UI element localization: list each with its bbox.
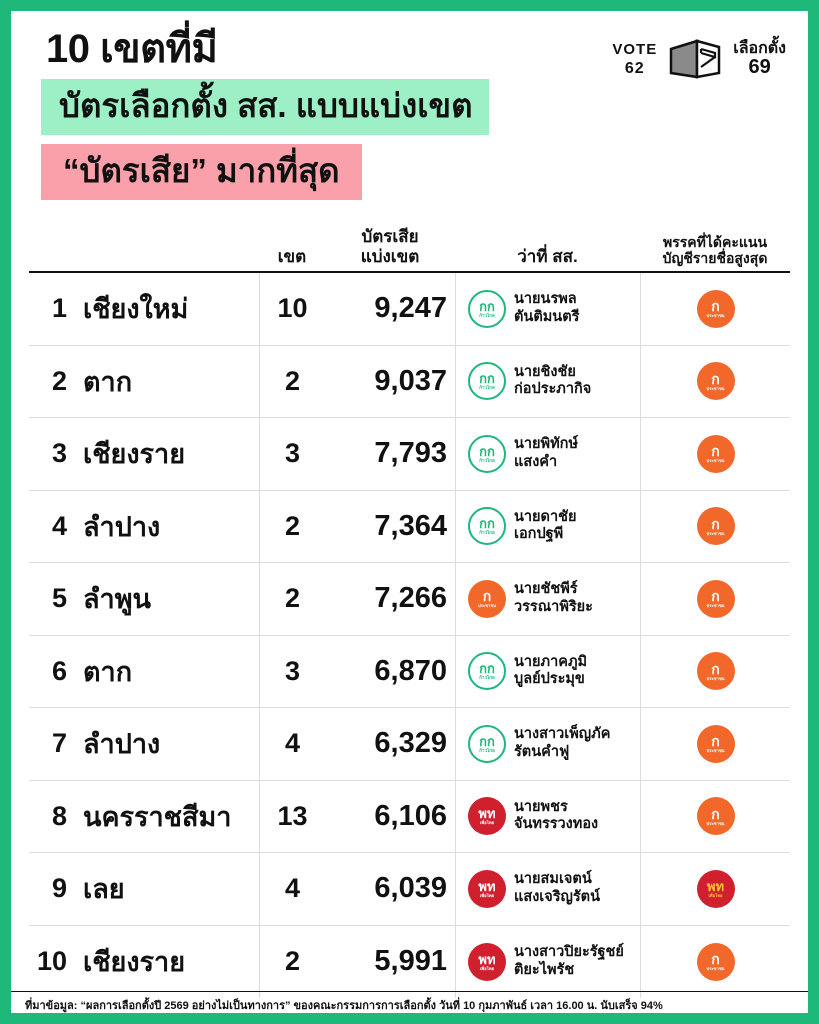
top-party-initials: ก (711, 660, 720, 677)
party-logo-icon (468, 725, 506, 763)
top-party-initials: ก (711, 443, 720, 460)
mp-name-line2: รัตนคำฟู (514, 743, 570, 760)
party-logo-initials: พท (478, 878, 496, 894)
bad-ballots-value: 5,991 (374, 945, 447, 978)
party-logo-initials: พท (478, 806, 496, 822)
mp-name (514, 944, 624, 979)
table-row (29, 708, 790, 781)
mp-name (514, 291, 579, 326)
mp-cell (455, 636, 640, 708)
party-logo-initials: กก (479, 733, 495, 749)
top-party-cell (640, 346, 790, 418)
bad-ballots-value: 6,870 (374, 654, 447, 687)
vote62-number: 62 (624, 60, 645, 77)
top-party-name: ประชาชน (706, 385, 725, 391)
party-logo-icon (468, 507, 506, 545)
top-party-cell (640, 853, 790, 925)
mp-name-line1: นายภาคภูมิ (514, 653, 588, 670)
province-value: ตาก (83, 656, 133, 687)
mp-name-line1: นายสมเจตน์ (514, 871, 592, 888)
party-logo-name: ก้าวไกล (479, 675, 495, 680)
top-party-logo-icon (697, 435, 735, 473)
zone-value: 3 (259, 418, 325, 490)
party-logo-initials: กก (479, 443, 495, 459)
party-logo-name: ประชาชน (477, 603, 497, 609)
top-party-initials: ก (711, 370, 720, 387)
mp-name-line2: ก่อประภากิจ (514, 381, 592, 398)
column-header-mp: ว่าที่ สส. (517, 246, 578, 266)
party-logo-icon (468, 580, 506, 618)
party-logo-name: ก้าวไกล (479, 747, 495, 753)
mp-cell (455, 273, 640, 345)
top-party-name: ประชาชน (706, 820, 725, 826)
table-header-row (29, 211, 790, 273)
rank-value: 7 (51, 728, 67, 759)
mp-name-line1: นายพชร (514, 798, 568, 815)
mp-cell (455, 708, 640, 780)
vote62-logo (612, 42, 657, 77)
province-value: เลย (83, 874, 125, 905)
province-value: ลำพูน (83, 584, 151, 615)
mp-name-line2: จันทรรวงทอง (514, 816, 599, 833)
vote62-word: VOTE (612, 41, 658, 58)
mp-name-line2: บูลย์ประมุข (514, 671, 585, 688)
party-logo-name: เพื่อไทย (479, 820, 495, 826)
zone-value: 2 (259, 926, 325, 999)
mp-name-line2: ตันติมนตรี (514, 308, 580, 325)
bad-ballots-value: 7,364 (374, 509, 447, 542)
mp-cell (455, 853, 640, 925)
mp-name (514, 364, 591, 399)
bad-ballots-value: 9,247 (374, 292, 447, 325)
top-party-logo-icon (697, 725, 735, 763)
top-party-name: ประชาชน (706, 748, 725, 754)
top-party-logo-icon (697, 870, 735, 908)
title-highlight-green: บัตรเลือกตั้ง สส. แบบแบ่งเขต (41, 79, 489, 135)
province-value: เชียงราย (83, 439, 186, 470)
party-logo-icon (468, 943, 506, 981)
province-value: เชียงราย (83, 947, 186, 978)
table-row (29, 491, 790, 564)
mp-name-line1: นางสาวปิยะรัฐชย์ (514, 944, 624, 961)
party-logo-icon (468, 870, 506, 908)
top-party-cell (640, 926, 790, 999)
mp-cell (455, 781, 640, 853)
top-party-name: ประชาชน (706, 530, 725, 536)
column-header-bad-ballots-line2: แบ่งเขต (360, 246, 420, 266)
bad-ballots-value: 6,039 (374, 872, 447, 905)
mp-name-line1: นางสาวเพ็ญภัค (514, 726, 611, 743)
province-value: ลำปาง (83, 729, 161, 760)
infographic-canvas (11, 11, 808, 1013)
top-party-name: ประชาชน (706, 313, 725, 319)
rank-value: 6 (51, 655, 67, 686)
party-logo-name: ก้าวไกล (479, 312, 495, 318)
top-party-initials: ก (711, 298, 720, 315)
zone-value: 2 (259, 563, 325, 635)
province-value: นครราชสีมา (83, 801, 232, 832)
rank-value: 5 (51, 583, 67, 614)
top-party-cell (640, 708, 790, 780)
party-logo-name: เพื่อไทย (479, 965, 495, 971)
zone-value: 2 (259, 491, 325, 563)
election-label-number: 69 (748, 56, 771, 79)
party-logo-initials: กก (479, 298, 495, 314)
mp-name (514, 654, 587, 689)
top-party-cell (640, 418, 790, 490)
mp-cell (455, 418, 640, 490)
column-header-province (69, 267, 259, 271)
column-header-bad-ballots (325, 227, 455, 271)
party-logo-icon (468, 797, 506, 835)
rank-value: 9 (51, 873, 67, 904)
source-note: ที่มาข้อมูล: “ผลการเลือกตั้งปี 2569 อย่างไม่เป็นทางการ” ของคณะกรรมการการเลือกตั้ง วันที่ 10 กุมภาพันธ์ เวลา 16.00 น. นับเสร็จ 94% (11, 991, 808, 1013)
province-value: เชียงใหม่ (83, 294, 189, 325)
top-party-initials: ก (711, 588, 720, 605)
party-logo-initials: พท (478, 951, 496, 967)
table-row (29, 636, 790, 709)
top-party-cell (640, 273, 790, 345)
mp-name-line2: วรรณาพิริยะ (514, 598, 593, 615)
party-logo-name: ก้าวไกล (479, 530, 495, 535)
bad-ballots-value: 6,329 (374, 727, 447, 760)
header (11, 11, 808, 211)
top-party-cell (640, 636, 790, 708)
table-row (29, 346, 790, 419)
party-logo-name: ก้าวไกล (479, 457, 495, 463)
mp-name-line2: แสงคำ (514, 453, 558, 470)
top-party-name: ประชาชน (706, 675, 725, 681)
election-label (733, 41, 786, 79)
top-party-initials: พท (706, 878, 725, 894)
column-header-zone: เขต (277, 246, 307, 266)
party-logo-icon (468, 435, 506, 473)
top-party-name: ประชาชน (706, 603, 725, 609)
page-title: 10 เขตที่มี (46, 27, 218, 71)
mp-name-line2: เอกปฐพี (514, 526, 564, 543)
zone-value: 10 (259, 273, 325, 345)
logo-cluster (612, 33, 786, 86)
top-party-logo-icon (697, 362, 735, 400)
table-row (29, 781, 790, 854)
table-row (29, 926, 790, 999)
mp-name-line2: แสงเจริญรัตน์ (514, 888, 600, 905)
party-logo-name: เพื่อไทย (479, 892, 495, 898)
top-party-cell (640, 781, 790, 853)
top-party-logo-icon (697, 580, 735, 618)
top-party-name: ประชาชน (706, 966, 725, 972)
province-value: ตาก (83, 366, 133, 397)
party-logo-icon (468, 290, 506, 328)
party-logo-icon (468, 362, 506, 400)
mp-name-line2: ติยะไพรัช (514, 961, 575, 978)
rank-value: 10 (36, 946, 67, 977)
mp-cell (455, 926, 640, 999)
election-label-th: เลือกตั้ง (733, 39, 786, 57)
rank-value: 4 (51, 510, 67, 541)
zone-value: 4 (259, 853, 325, 925)
table-row (29, 418, 790, 491)
mp-name (514, 436, 578, 471)
bad-ballots-value: 7,266 (374, 582, 447, 615)
province-value: ลำปาง (83, 511, 161, 542)
top-party-name: ประชาชน (706, 458, 725, 464)
top-party-initials: ก (711, 733, 720, 750)
top-party-initials: ก (711, 951, 720, 968)
column-header-bad-ballots-line1: บัตรเสีย (361, 226, 419, 246)
party-logo-icon (468, 652, 506, 690)
top-party-cell (640, 491, 790, 563)
mp-cell (455, 563, 640, 635)
top-party-logo-icon (697, 652, 735, 690)
mp-name-line1: นายพิทักษ์ (514, 436, 579, 453)
mp-name (514, 509, 576, 544)
table-row (29, 853, 790, 926)
top-party-initials: ก (711, 805, 720, 822)
mp-cell (455, 346, 640, 418)
rank-value: 2 (51, 365, 67, 396)
zone-value: 4 (259, 708, 325, 780)
party-logo-initials: กก (479, 661, 495, 676)
bad-ballots-value: 7,793 (374, 437, 447, 470)
mp-name (514, 726, 610, 761)
top-party-logo-icon (697, 507, 735, 545)
rank-value: 8 (51, 800, 67, 831)
column-header-party-line2: บัญชีรายชื่อสูงสุด (662, 250, 768, 267)
title-highlight-pink: “บัตรเสีย” มากที่สุด (41, 144, 362, 200)
top-party-cell (640, 563, 790, 635)
mp-name-line1: นายชิงชัย (514, 363, 576, 380)
party-logo-initials: กก (479, 371, 495, 386)
party-logo-initials: ก (482, 588, 492, 605)
party-logo-name: ก้าวไกล (479, 385, 495, 390)
top-party-logo-icon (697, 797, 735, 835)
bad-ballots-value: 6,106 (374, 799, 447, 832)
mp-name-line1: นายดาชัย (514, 508, 577, 525)
rank-value: 1 (51, 293, 67, 324)
zone-value: 13 (259, 781, 325, 853)
top-party-initials: ก (711, 515, 720, 532)
column-header-party (640, 234, 790, 271)
top-party-logo-icon (697, 943, 735, 981)
rank-value: 3 (51, 438, 67, 469)
mp-cell (455, 491, 640, 563)
table-row (29, 273, 790, 346)
column-header-party-line1: พรรคที่ได้คะแนน (662, 233, 768, 250)
bad-ballots-value: 9,037 (374, 364, 447, 397)
ballot-box-icon (667, 33, 723, 86)
table-row (29, 563, 790, 636)
zone-value: 3 (259, 636, 325, 708)
top-party-logo-icon (697, 290, 735, 328)
party-logo-initials: กก (479, 516, 495, 531)
mp-name (514, 871, 600, 906)
mp-name (514, 581, 593, 616)
zone-value: 2 (259, 346, 325, 418)
mp-name-line1: นายนรพล (514, 291, 577, 308)
column-header-rank (29, 267, 69, 271)
mp-name-line1: นายชัชพีร์ (514, 581, 578, 598)
ranking-table (11, 211, 808, 998)
mp-name (514, 799, 598, 834)
top-party-name: เพื่อไทย (708, 892, 723, 898)
